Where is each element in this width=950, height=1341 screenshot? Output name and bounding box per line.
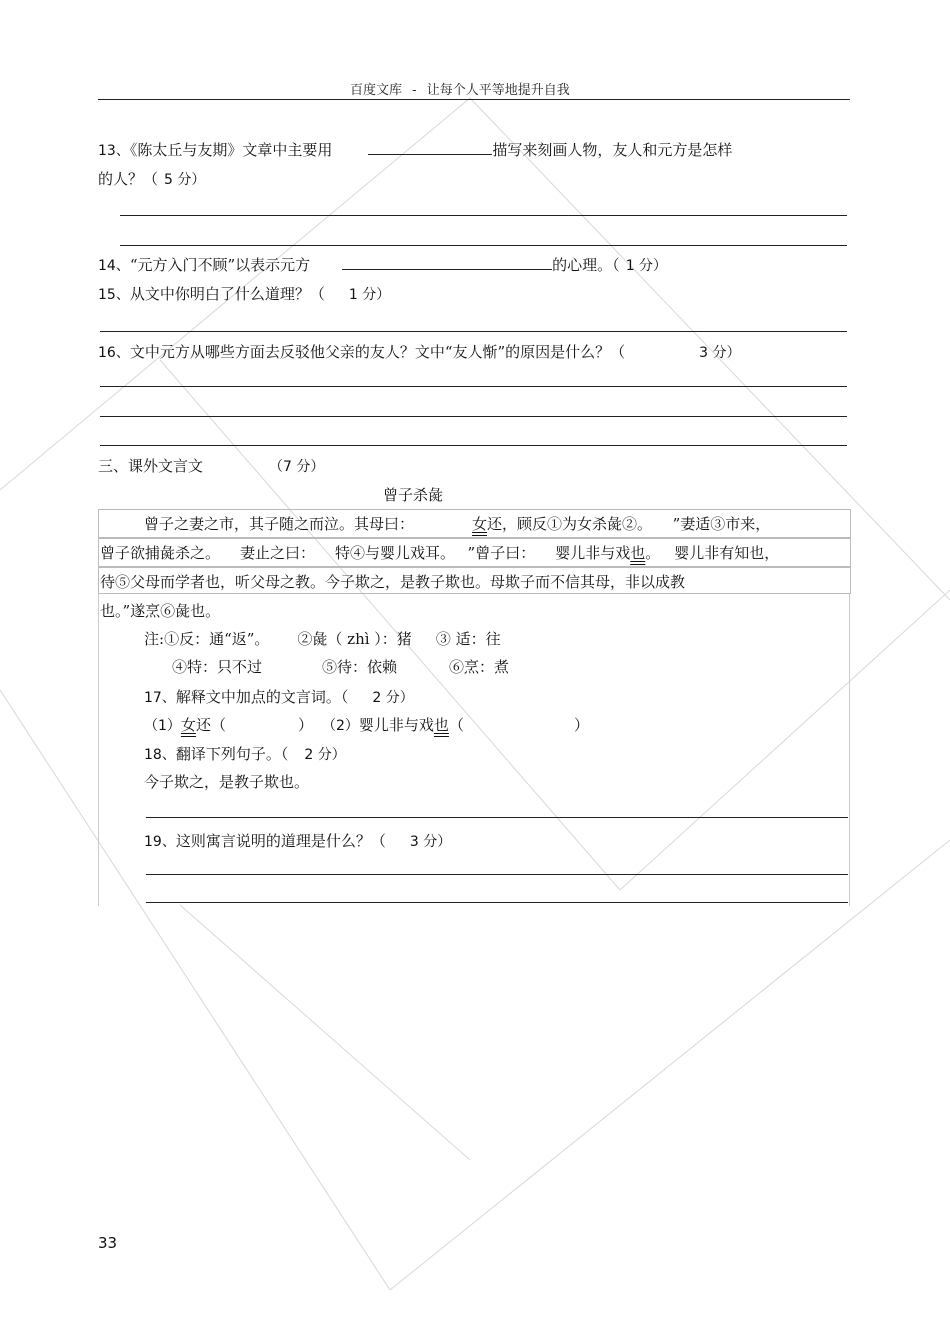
question-17: [144, 686, 414, 707]
passage-frame-left: [98, 594, 99, 906]
q13-answer-line-1[interactable]: [120, 215, 847, 216]
note-2: ②彘（ zhì ）：猪: [297, 630, 412, 648]
q17-score: 2 分）: [372, 690, 414, 706]
q17-item2-word-b: 也: [433, 716, 449, 734]
passage-line-2-h: 婴儿非有知也，: [674, 544, 780, 562]
passage-line-4: 也。”遂烹⑥彘也。: [100, 602, 221, 620]
q18-sentence: 今子欺之，是教子欺也。: [144, 773, 310, 791]
header-rule: [98, 99, 850, 100]
passage-line-2-b: 妻止之曰：: [240, 544, 316, 562]
q17-item2-label: （2）: [328, 718, 359, 734]
q19-score: 3 分）: [409, 834, 452, 850]
q18-text: 翻译下列句子。（: [175, 745, 289, 763]
note-3: ③ 适：往: [435, 630, 501, 648]
q17-item2-paren-close: ）: [573, 716, 589, 734]
question-18: [144, 743, 346, 764]
note-1: ①反：通“返”。: [164, 630, 270, 648]
q15-answer-line[interactable]: [100, 331, 847, 332]
notes-label: 注:: [144, 630, 165, 648]
notes-line-2: [172, 656, 509, 677]
question-13-line2: [98, 168, 205, 189]
q15-number: 15、: [98, 287, 130, 303]
question-19: [144, 830, 451, 851]
passage-line-1-a: 曾子之妻之市，其子随之而泣。其母曰：: [144, 515, 415, 533]
q17-number: 17、: [144, 690, 176, 706]
q16-score: 3 分）: [699, 345, 741, 361]
q13-number: 13、: [98, 143, 130, 159]
q13-text-after: 描写来刻画人物，友人和元方是怎样: [492, 141, 733, 159]
header-site: 百度文库: [350, 83, 403, 98]
q18-answer-line[interactable]: [146, 817, 848, 818]
q14-answer-blank[interactable]: [342, 254, 552, 270]
passage-word-nv: 女: [472, 515, 488, 533]
passage-word-ye: 也: [630, 544, 646, 562]
note-4: ④特：只不过: [172, 658, 263, 676]
passage-line-2-e: 婴儿非与戏: [555, 544, 631, 562]
q13-line2-text: 的人？（: [98, 170, 159, 188]
passage-line-2-a: 曾子欲捕彘杀之。: [100, 544, 221, 562]
section-3-score: （7 分）: [269, 459, 325, 475]
passage-line-2-d: ”曾子曰：: [467, 544, 536, 562]
q19-text: 这则寓言说明的道理是什么？（: [175, 832, 386, 850]
q14-text-after: 的心理。（: [552, 256, 620, 274]
q15-score: 1 分）: [348, 287, 391, 303]
passage-line-2-g: 。: [645, 544, 661, 562]
header-separator: -: [412, 83, 417, 98]
passage-line-1-d: ，顾反①为女杀彘②。: [502, 515, 645, 533]
passage-line-1-e: ”妻适③市来，: [672, 515, 771, 533]
q16-text: 文中元方从哪些方面去反驳他父亲的友人？文中“友人惭”的原因是什么？（: [129, 343, 626, 361]
q19-answer-line-1[interactable]: [146, 874, 848, 875]
q17-item2-paren-open: （: [448, 716, 464, 734]
note-6: ⑥烹：煮: [449, 658, 510, 676]
q17-item2-word-a: 婴儿非与戏: [358, 716, 434, 734]
question-16: [98, 341, 741, 362]
q13-score: 5 分）: [164, 172, 206, 188]
section-3-title: 三、课外文言文: [98, 457, 204, 475]
q17-item1-paren-close: ）: [297, 716, 313, 734]
page-number: 33: [98, 1234, 118, 1252]
q13-answer-blank[interactable]: [368, 139, 492, 155]
note-5: ⑤待：依赖: [322, 658, 398, 676]
header-slogan: 让每个人平等地提升自我: [426, 83, 570, 98]
q17-item1-label: （1）: [144, 718, 181, 734]
q17-text: 解释文中加点的文言词。（: [175, 688, 349, 706]
q13-answer-line-2[interactable]: [120, 245, 847, 246]
passage-line-1: [144, 513, 770, 534]
page-header: [350, 79, 570, 98]
passage-word-huan: 还: [487, 515, 503, 533]
q15-text: 从文中你明白了什么道理？（: [129, 285, 325, 303]
q17-item1-paren-open: （: [210, 716, 226, 734]
q14-score: 1 分）: [625, 258, 668, 274]
q16-number: 16、: [98, 345, 130, 361]
section-3-heading: [98, 455, 324, 476]
question-15: [98, 283, 390, 304]
q19-answer-line-2[interactable]: [146, 902, 848, 903]
question-13: [98, 139, 732, 160]
question-14: [98, 254, 667, 275]
q19-number: 19、: [144, 834, 176, 850]
q16-answer-line-3[interactable]: [100, 445, 847, 446]
q17-item1-word-b: 还: [195, 716, 211, 734]
q14-number: 14、: [98, 258, 130, 274]
q16-answer-line-1[interactable]: [100, 386, 847, 387]
q16-answer-line-2[interactable]: [100, 416, 847, 417]
q14-text-before: “元方入门不顾”以表示元方: [129, 256, 311, 274]
notes-line-1: [144, 628, 501, 649]
q18-number: 18、: [144, 747, 176, 763]
passage-frame-right: [849, 594, 850, 906]
q18-score: 2 分）: [304, 747, 346, 763]
q17-item1-word-a: 女: [180, 716, 196, 734]
passage-line-2-c: 特④与婴儿戏耳。: [335, 544, 448, 562]
passage-line-2: [100, 542, 779, 563]
q13-text-before: 《陈太丘与友期》文章中主要用: [129, 141, 333, 159]
question-17-items: [144, 714, 589, 735]
passage-line-3: 待⑤父母而学者也，听父母之教。今子欺之，是教子欺也。母欺子而不信其母，非以成教: [100, 573, 686, 591]
passage-title: 曾子杀彘: [383, 486, 444, 504]
